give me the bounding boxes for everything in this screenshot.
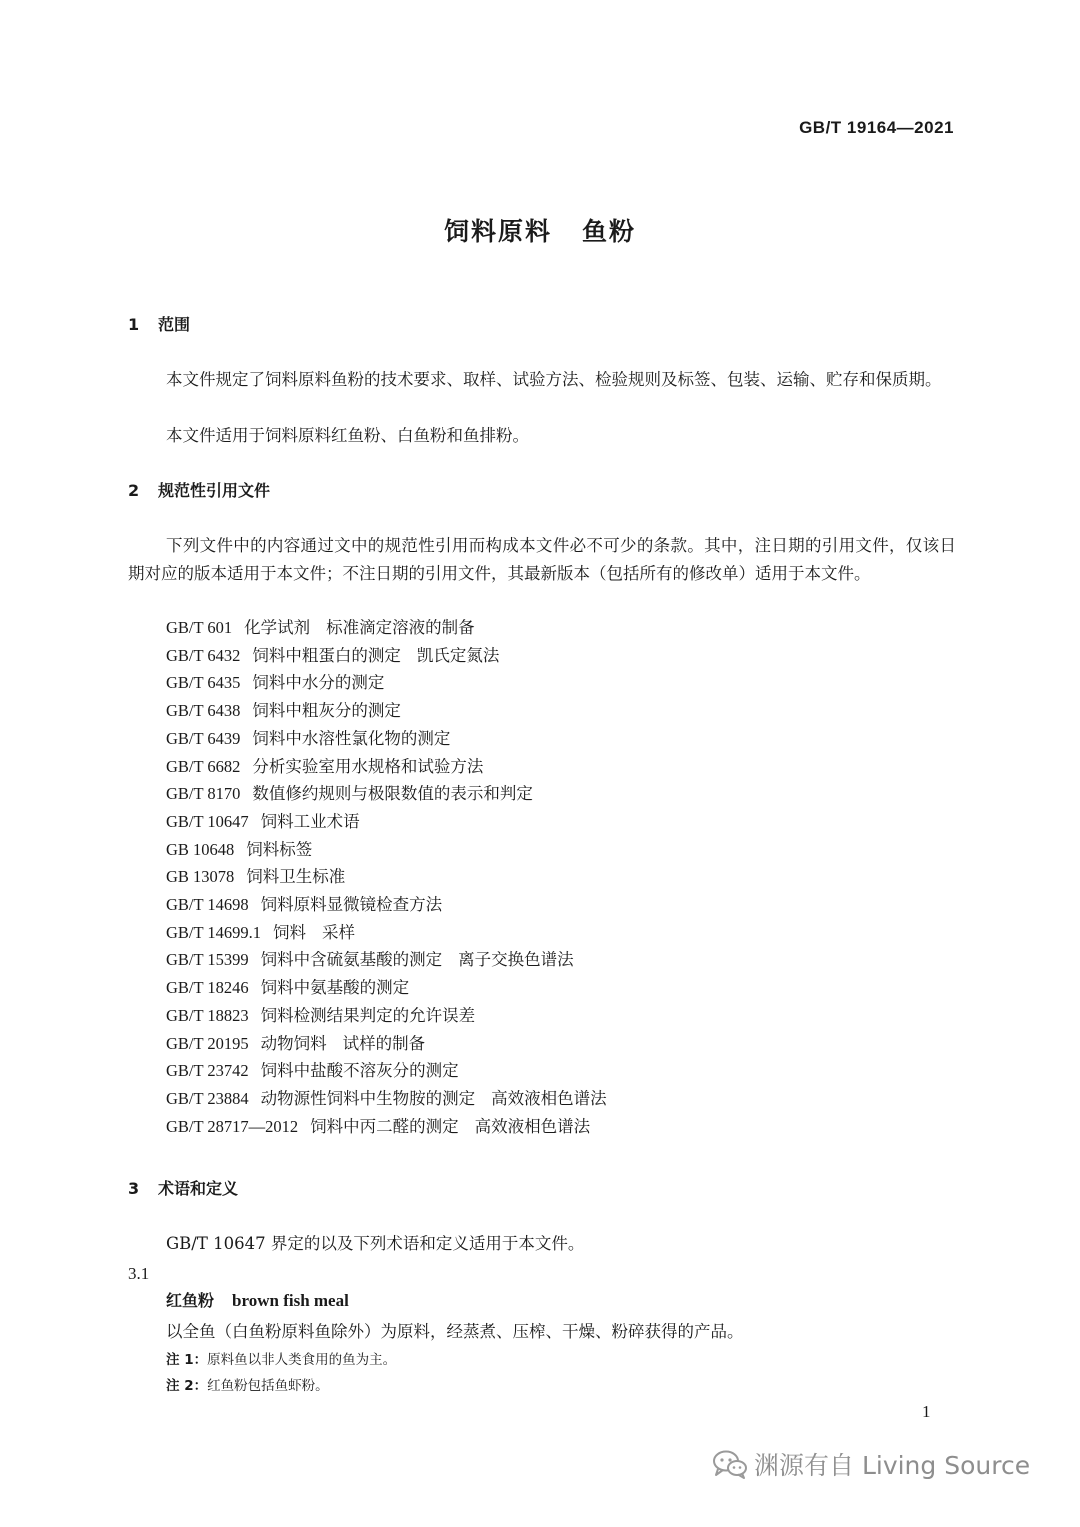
reference-title-main: 饲料卫生标准 (246, 867, 346, 887)
reference-title (261, 1006, 476, 1025)
watermark (712, 1446, 1030, 1482)
reference-code: GB/T 23742 (166, 1061, 249, 1081)
reference-title (273, 923, 355, 942)
reference-title-main: 饲料工业术语 (260, 811, 360, 831)
reference-title (246, 867, 345, 886)
reference-title-main: 数值修约规则与极限数值的表示和判定 (252, 784, 533, 804)
reference-title (244, 618, 475, 637)
reference-code: GB/T 15399 (166, 950, 249, 970)
standard-code: GB/T 19164—2021 (799, 118, 954, 137)
term-definition: 以全鱼（白鱼粉原料鱼除外）为原料，经蒸煮、压榨、干燥、粉碎获得的产品。 (166, 1322, 744, 1341)
reference-item (166, 836, 607, 864)
reference-title (252, 673, 384, 692)
section-2-paragraph-1: 下列文件中的内容通过文中的规范性引用而构成本文件必不可少的条款。其中，注日期的引用文件，仅该日期对应的版本适用于本文件；不注日期的引用文件，其最新版本（包括所有的修改单）适用于本文件。 (128, 536, 956, 583)
reference-code: GB/T 6438 (166, 701, 241, 721)
reference-title (261, 895, 443, 914)
title-part-2: 鱼粉 (582, 217, 637, 246)
wechat-icon (712, 1449, 748, 1479)
reference-item (166, 1030, 607, 1058)
reference-code: GB/T 8170 (166, 784, 241, 804)
term-name (166, 1288, 349, 1311)
reference-title (252, 784, 533, 803)
reference-title-sub: 采样 (322, 922, 356, 942)
reference-title (252, 729, 450, 748)
reference-title-main: 饲料中粗灰分的测定 (252, 701, 401, 721)
note-2 (166, 1374, 329, 1394)
reference-title (261, 978, 410, 997)
section-3-title: 术语和定义 (158, 1179, 239, 1198)
reference-item (166, 753, 607, 781)
reference-title (261, 812, 360, 831)
term-number: 3.1 (128, 1264, 150, 1283)
reference-title-sub: 标准滴定溶液的制备 (326, 618, 475, 637)
reference-item (166, 614, 607, 642)
reference-title (261, 1061, 459, 1080)
note-2-text: 红鱼粉包括鱼虾粉。 (207, 1378, 329, 1394)
reference-code: GB/T 6435 (166, 673, 241, 693)
reference-title-main: 饲料中丙二醛的测定 (310, 1116, 459, 1136)
reference-title (261, 950, 574, 969)
normative-references-list (166, 614, 607, 1140)
reference-item (166, 974, 607, 1002)
reference-item (166, 891, 607, 919)
section-2-number: 2 (128, 481, 140, 500)
reference-item (166, 669, 607, 697)
reference-title-main: 动物源性饲料中生物胺的测定 (260, 1088, 476, 1108)
reference-code: GB/T 6682 (166, 756, 241, 776)
note-1 (166, 1348, 396, 1368)
reference-item (166, 808, 607, 836)
reference-title-main: 饲料中水分的测定 (252, 673, 385, 693)
watermark-text: 渊源有自 Living Source (754, 1451, 1031, 1480)
reference-title-main: 饲料中含硫氨基酸的测定 (260, 950, 443, 970)
reference-title-main: 饲料中氨基酸的测定 (260, 978, 410, 998)
reference-code: GB/T 14699.1 (166, 922, 262, 942)
reference-title (246, 840, 312, 859)
reference-title-sub: 凯氏定氮法 (416, 645, 500, 665)
term-name-en: brown fish meal (232, 1291, 349, 1310)
reference-item (166, 1085, 607, 1113)
reference-title-sub: 高效液相色谱法 (474, 1116, 591, 1136)
reference-code: GB/T 601 (166, 618, 233, 637)
reference-code: GB/T 20195 (166, 1033, 249, 1053)
section-1-paragraph-1: 本文件规定了饲料原料鱼粉的技术要求、取样、试验方法、检验规则及标签、包装、运输、贮存和保质期。 (166, 370, 942, 389)
reference-item (166, 863, 607, 891)
reference-title-sub: 高效液相色谱法 (491, 1088, 607, 1108)
section-2-heading (128, 478, 270, 501)
section-1-paragraph-2: 本文件适用于饲料原料红鱼粉、白鱼粉和鱼排粉。 (166, 426, 529, 445)
section-1-title: 范围 (158, 315, 191, 334)
reference-item (166, 642, 607, 670)
reference-title (261, 1089, 607, 1108)
reference-title-main: 饲料中粗蛋白的测定 (252, 645, 401, 665)
reference-title (310, 1117, 590, 1136)
note-2-label: 注 2： (166, 1378, 208, 1394)
reference-item (166, 946, 607, 974)
reference-code: GB/T 10647 (166, 811, 249, 831)
section-2-title: 规范性引用文件 (158, 481, 271, 500)
reference-code: GB/T 18246 (166, 978, 249, 998)
reference-code: GB/T 23884 (166, 1088, 249, 1108)
reference-title-main: 饲料标签 (246, 839, 313, 859)
page-number: 1 (922, 1402, 931, 1421)
reference-item (166, 697, 607, 725)
reference-title-main: 动物饲料 (260, 1033, 327, 1053)
reference-title-main: 饲料 (273, 922, 307, 942)
section-3-paragraph-1: GB/T 10647 界定的以及下列术语和定义适用于本文件。 (166, 1234, 585, 1253)
term-name-cn: 红鱼粉 (166, 1291, 215, 1310)
reference-item (166, 1057, 607, 1085)
reference-title-sub: 离子交换色谱法 (458, 950, 574, 970)
reference-code: GB 13078 (166, 867, 235, 887)
section-3-number: 3 (128, 1179, 140, 1198)
document-title (0, 212, 1080, 248)
reference-title-sub: 试样的制备 (342, 1033, 426, 1053)
section-1-number: 1 (128, 315, 140, 334)
reference-title-main: 化学试剂 (244, 618, 311, 637)
reference-code: GB/T 28717—2012 (166, 1116, 299, 1136)
title-part-1: 饲料原料 (443, 217, 552, 246)
section-3-heading (128, 1176, 238, 1199)
reference-item (166, 725, 607, 753)
note-1-text: 原料鱼以非人类食用的鱼为主。 (207, 1352, 397, 1368)
reference-item (166, 1113, 607, 1141)
reference-title (252, 646, 499, 665)
reference-title-main: 饲料原料显微镜检查方法 (260, 895, 443, 915)
reference-item (166, 780, 607, 808)
reference-title (261, 1034, 426, 1053)
reference-title-main: 分析实验室用水规格和试验方法 (252, 756, 484, 776)
reference-code: GB/T 6432 (166, 645, 241, 665)
reference-item (166, 919, 607, 947)
reference-code: GB 10648 (166, 839, 235, 859)
reference-title (252, 701, 401, 720)
reference-title-main: 饲料检测结果判定的允许误差 (260, 1005, 476, 1025)
reference-code: GB/T 14698 (166, 895, 249, 915)
note-1-label: 注 1： (166, 1352, 208, 1368)
reference-title (252, 757, 483, 776)
reference-item (166, 1002, 607, 1030)
section-1-heading (128, 312, 190, 335)
reference-code: GB/T 6439 (166, 728, 241, 748)
reference-title-main: 饲料中水溶性氯化物的测定 (252, 728, 451, 748)
reference-title-main: 饲料中盐酸不溶灰分的测定 (260, 1061, 459, 1081)
reference-code: GB/T 18823 (166, 1005, 249, 1025)
